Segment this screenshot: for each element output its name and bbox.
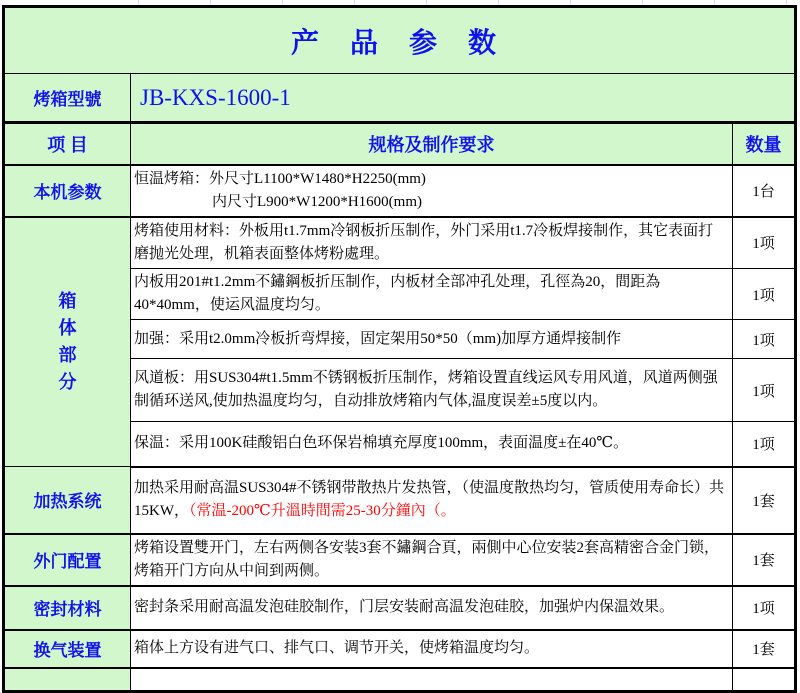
qty-reinforcement: 1项 (733, 320, 796, 359)
qty-machine-params: 1台 (733, 165, 796, 217)
table-row (4, 534, 796, 586)
qty-insulation: 1项 (733, 422, 796, 467)
next-row-qty-clipped (733, 668, 796, 692)
spec-air-duct: 风道板：用SUS304#t1.5mm不锈钢板折压制作，烤箱设置直线运风专用风道，风道两侧强制循环送风,使加热温度均匀，自动排放烤箱内气体,温度误差±5度以内。 (131, 359, 733, 422)
table-row (4, 630, 796, 668)
spec-insulation: 保温：采用100K硅酸铝白色环保岩棉填充厚度100mm，表面温度±在40℃。 (131, 422, 733, 467)
spec-sealing: 密封条采用耐高温发泡硅胶制作，门层安装耐高温发泡硅胶，加强炉内保温效果。 (131, 586, 733, 630)
spec-ventilation: 箱体上方设有进气口、排气口、调节开关，使烤箱温度均匀。 (131, 630, 733, 668)
qty-air-duct: 1项 (733, 359, 796, 422)
next-row-spec-clipped (131, 668, 733, 692)
section-label-machine-params: 本机参数 (4, 165, 131, 217)
column-header-qty: 数量 (733, 123, 796, 165)
section-label-sealing: 密封材料 (4, 586, 131, 630)
spec-line: 内尺寸L900*W1200*H1600(mm) (212, 193, 422, 210)
spec-machine-params (131, 165, 733, 217)
column-header-item: 项 目 (4, 123, 131, 165)
product-parameters-table (2, 5, 797, 693)
table-row (4, 586, 796, 630)
table-row (4, 165, 796, 217)
spec-inner-panel: 内板用201#t1.2mm不鏽鋼板折压制作，内板材全部冲孔处理，孔徑為20，間距為40*40mm，使运风温度均匀。 (131, 269, 733, 320)
spec-outer-door: 烤箱设置雙开门，左右两侧各安装3套不鏽鋼合頁，兩側中心位安装2套高精密合金门锁，烤箱开门方向从中间到两侧。 (131, 534, 733, 586)
page-title: 产 品 参 数 (4, 7, 796, 74)
spec-reinforcement: 加强：采用t2.0mm冷板折弯焊接，固定架用50*50（mm)加厚方通焊接制作 (131, 320, 733, 359)
qty-ventilation: 1套 (733, 630, 796, 668)
qty-box-materials: 1项 (733, 217, 796, 269)
column-header-spec: 规格及制作要求 (131, 123, 733, 165)
spec-heating-main: 加热采用耐高温SUS304#不锈钢带散热片发热管，（使温度散热均匀，管质使用寿命长）共15KW， (134, 480, 725, 519)
qty-outer-door: 1套 (733, 534, 796, 586)
spec-heating-warning: （常温-200℃升溫時間需25-30分鐘內（。 (189, 503, 456, 519)
model-label: 烤箱型號 (4, 74, 131, 123)
section-label-outer-door: 外门配置 (4, 534, 131, 586)
spec-heating (131, 467, 733, 534)
section-label-heating: 加热系统 (4, 467, 131, 534)
section-label-box-body: 箱体部分 (4, 217, 131, 467)
section-label-ventilation: 换气装置 (4, 630, 131, 668)
qty-inner-panel: 1项 (733, 269, 796, 320)
next-row-label-clipped (4, 668, 131, 692)
model-value: JB-KXS-1600-1 (131, 74, 796, 123)
table-row-clipped (4, 668, 796, 692)
spec-line: 恒温烤箱：外尺寸L1100*W1480*H2250(mm) (134, 170, 426, 187)
table-row (4, 467, 796, 534)
qty-heating: 1套 (733, 467, 796, 534)
qty-sealing: 1项 (733, 586, 796, 630)
table-row (4, 217, 796, 269)
spec-box-materials: 烤箱使用材料：外板用t1.7mm冷钢板折压制作，外门采用t1.7冷板焊接制作，其它表面打磨抛光处理，机箱表面整体烤粉處理。 (131, 217, 733, 269)
